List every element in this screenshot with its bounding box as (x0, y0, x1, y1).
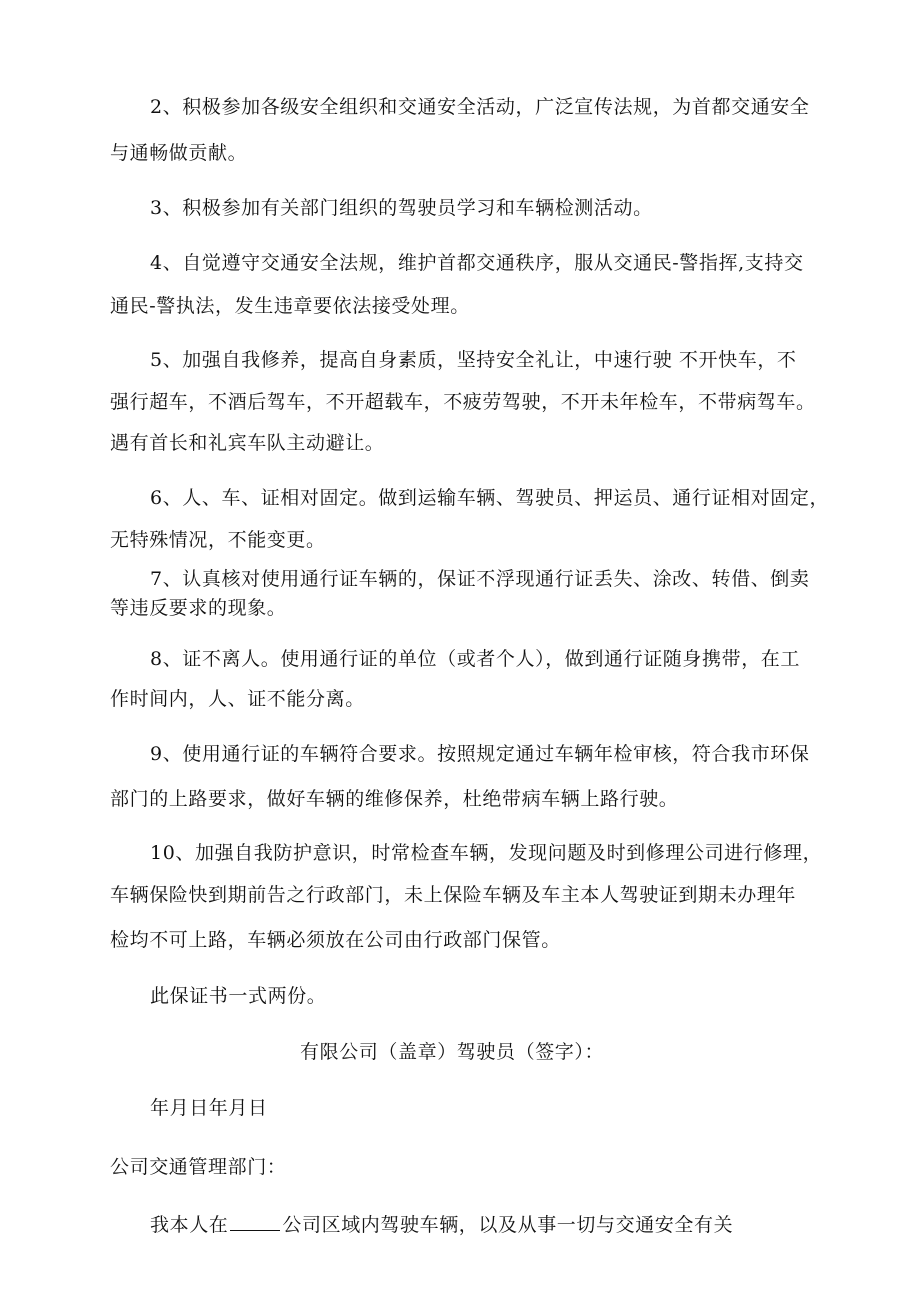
company-name-blank[interactable] (230, 1212, 280, 1231)
clause-7-line-2: 等违反要求的现象。 (110, 597, 287, 619)
clause-4-line-2: 通民-警执法，发生违章要依法接受处理。 (110, 295, 470, 317)
clause-4-line-1: 4、自觉遵守交通安全法规，维护首都交通秩序，服从交通民-警指挥,支持交 (150, 252, 804, 274)
clause-7-line-1: 7、认真核对使用通行证车辆的，保证不浮现通行证丢失、涂改、转借、倒卖 (150, 568, 810, 590)
clause-9-line-1: 9、使用通行证的车辆符合要求。按照规定通过车辆年检审核，符合我市环保 (150, 743, 810, 765)
clause-5-line-2: 强行超车，不酒后驾车，不开超载车，不疲劳驾驶，不开未年检车，不带病驾车。 (110, 391, 816, 413)
copies-note: 此保证书一式两份。 (150, 985, 327, 1007)
addressee-heading: 公司交通管理部门： (110, 1156, 287, 1178)
pledge-text-after: 公司区域内驾驶车辆，以及从事一切与交通安全有关 (282, 1214, 734, 1236)
clause-10-line-2: 车辆保险快到期前告之行政部门，未上保险车辆及车主本人驾驶证到期未办理年 (110, 884, 797, 906)
clause-5-line-1: 5、加强自我修养，提高自身素质，坚持安全礼让，中速行驶 不开快车，不 (150, 349, 797, 371)
clause-6-line-1: 6、人、车、证相对固定。做到运输车辆、驾驶员、押运员、通行证相对固定， (150, 487, 830, 509)
clause-10-line-3: 检均不可上路，车辆必须放在公司由行政部门保管。 (110, 929, 561, 951)
clause-2-line-2: 与通畅做贡献。 (110, 142, 248, 164)
clause-9-line-2: 部门的上路要求，做好车辆的维修保养，杜绝带病车辆上路行驶。 (110, 788, 679, 810)
clause-3-line-1: 3、积极参加有关部门组织的驾驶员学习和车辆检测活动。 (150, 197, 653, 219)
clause-6-line-2: 无特殊情况，不能变更。 (110, 529, 326, 551)
clause-8-line-2: 作时间内，人、证不能分离。 (110, 688, 365, 710)
pledge-opening-line (150, 1212, 733, 1237)
date-line: 年月日年月日 (150, 1097, 268, 1119)
pledge-text-before: 我本人在 (150, 1214, 229, 1236)
signature-line: 有限公司（盖章）驾驶员（签字）： (300, 1041, 605, 1063)
clause-5-line-3: 遇有首长和礼宾车队主动避让。 (110, 432, 385, 454)
clause-8-line-1: 8、证不离人。使用通行证的单位（或者个人），做到通行证随身携带，在工 (150, 648, 800, 670)
clause-10-line-1: 10、加强自我防护意识，时常检查车辆，发现问题及时到修理公司进行修理， (150, 842, 823, 864)
clause-2-line-1: 2、积极参加各级安全组织和交通安全活动，广泛宣传法规，为首都交通安全 (150, 96, 810, 118)
